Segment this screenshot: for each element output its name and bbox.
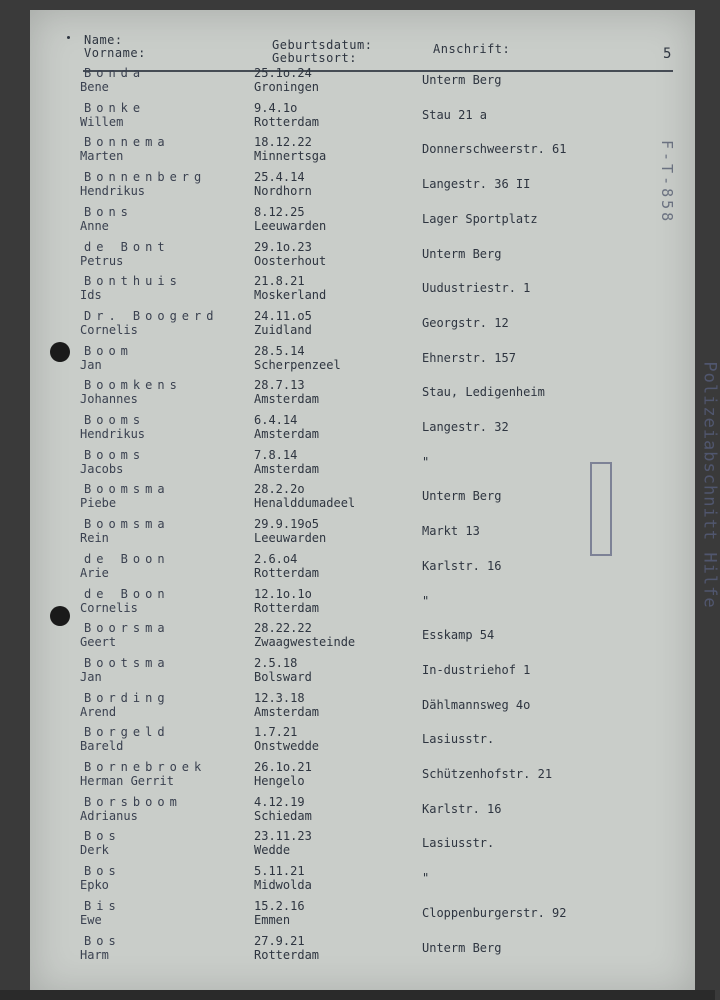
address-text: Langestr. 36 II bbox=[422, 177, 531, 192]
scanner-edge bbox=[0, 990, 715, 1000]
firstname-text: Hendrikus bbox=[80, 427, 146, 441]
surname-text: Bons bbox=[84, 204, 133, 219]
birthplace-text: Amsterdam bbox=[254, 392, 320, 407]
address-text: Unterm Berg bbox=[422, 73, 502, 87]
firstname-text: Rein bbox=[80, 531, 109, 546]
list-item bbox=[30, 241, 695, 277]
birthdate-text: 23.11.23 bbox=[254, 829, 312, 844]
header-geburtsort: Geburtsort: bbox=[272, 51, 357, 65]
surname-text: Bootsma bbox=[84, 655, 170, 670]
surname-text: de Boon bbox=[84, 551, 170, 566]
firstname-text: Arie bbox=[80, 565, 109, 580]
surname-text: Borgeld bbox=[84, 725, 170, 740]
bullet-dot bbox=[67, 36, 70, 39]
list-item bbox=[30, 345, 695, 381]
birthplace-text: Moskerland bbox=[254, 288, 327, 303]
birthdate-text: 5.11.21 bbox=[254, 864, 305, 879]
birthplace-text: Onstwedde bbox=[254, 739, 320, 754]
surname-text: Bornebroek bbox=[84, 760, 207, 774]
address-text: Langestr. 32 bbox=[422, 420, 509, 434]
list-item bbox=[30, 796, 695, 832]
list-item bbox=[30, 483, 695, 519]
birthplace-text: Rotterdam bbox=[254, 600, 320, 615]
list-item bbox=[30, 622, 695, 658]
birthplace-text: Rotterdam bbox=[254, 114, 320, 129]
surname-text: Booms bbox=[84, 413, 146, 427]
list-item bbox=[30, 275, 695, 311]
address-text: Unterm Berg bbox=[422, 246, 502, 261]
birthdate-text: 27.9.21 bbox=[254, 933, 305, 948]
firstname-text: Anne bbox=[80, 218, 109, 233]
list-item bbox=[30, 67, 695, 103]
birthplace-text: Leeuwarden bbox=[254, 531, 327, 546]
address-text: In-dustriehof 1 bbox=[422, 662, 531, 677]
list-item bbox=[30, 379, 695, 415]
surname-text: Booms bbox=[84, 447, 146, 462]
firstname-text: Derk bbox=[80, 843, 109, 858]
surname-text: Bonda bbox=[84, 66, 146, 80]
header-geburtsdatum: Geburtsdatum: bbox=[272, 38, 373, 52]
address-text: Karlstr. 16 bbox=[422, 801, 502, 816]
header-vorname: Vorname: bbox=[84, 46, 146, 60]
police-stamp: Polizeiabschnitt Hilfe bbox=[699, 361, 720, 609]
birthdate-text: 21.8.21 bbox=[254, 274, 305, 289]
firstname-text: Arend bbox=[80, 704, 117, 719]
birthdate-text: 28.5.14 bbox=[254, 343, 305, 358]
birthplace-text: Minnertsga bbox=[254, 149, 327, 164]
birthplace-text: Nordhorn bbox=[254, 184, 312, 199]
birthplace-text: Rotterdam bbox=[254, 565, 320, 580]
firstname-text: Herman Gerrit bbox=[80, 774, 174, 788]
list-item bbox=[30, 414, 695, 450]
birthdate-text: 7.8.14 bbox=[254, 447, 298, 462]
birthdate-text: 24.11.o5 bbox=[254, 308, 312, 323]
list-item bbox=[30, 865, 695, 901]
surname-text: Bonnema bbox=[84, 135, 170, 150]
birthdate-text: 28.2.2o bbox=[254, 482, 305, 497]
birthplace-text: Groningen bbox=[254, 80, 320, 94]
list-item bbox=[30, 935, 695, 971]
birthdate-text: 28.7.13 bbox=[254, 378, 305, 393]
birthdate-text: 26.1o.21 bbox=[254, 760, 312, 774]
birthdate-text: 25.1o.24 bbox=[254, 66, 312, 80]
firstname-text: Bene bbox=[80, 80, 109, 94]
birthdate-text: 4.12.19 bbox=[254, 794, 305, 809]
list-item bbox=[30, 449, 695, 485]
firstname-text: Epko bbox=[80, 878, 109, 893]
address-text: Lasiusstr. bbox=[422, 836, 495, 851]
birthdate-text: 8.12.25 bbox=[254, 204, 305, 219]
surname-text: Bording bbox=[84, 690, 170, 705]
birthplace-text: Schiedam bbox=[254, 808, 312, 823]
birthplace-text: Oosterhout bbox=[254, 253, 327, 268]
list-item bbox=[30, 136, 695, 172]
address-text: Donnerschweerstr. 61 bbox=[422, 142, 567, 157]
firstname-text: Jan bbox=[80, 669, 102, 684]
birthdate-text: 2.5.18 bbox=[254, 655, 298, 670]
address-text: Lager Sportplatz bbox=[422, 211, 538, 226]
list-item bbox=[30, 900, 695, 936]
firstname-text: Geert bbox=[80, 635, 117, 650]
address-text: Esskamp 54 bbox=[422, 628, 495, 643]
firstname-text: Petrus bbox=[80, 253, 124, 268]
surname-text: Bonke bbox=[84, 100, 146, 115]
firstname-text: Hendrikus bbox=[80, 184, 146, 199]
birthdate-text: 18.12.22 bbox=[254, 135, 312, 150]
address-text: Markt 13 bbox=[422, 524, 480, 539]
birthdate-text: 28.22.22 bbox=[254, 621, 312, 636]
address-text: Schützenhofstr. 21 bbox=[422, 767, 553, 781]
address-text: Unterm Berg bbox=[422, 489, 502, 504]
birthdate-text: 1.7.21 bbox=[254, 725, 298, 740]
birthplace-text: Bolsward bbox=[254, 669, 312, 684]
page-number: 5 bbox=[663, 46, 672, 62]
birthdate-text: 12.3.18 bbox=[254, 690, 305, 705]
address-text: Karlstr. 16 bbox=[422, 558, 502, 573]
list-item bbox=[30, 206, 695, 242]
firstname-text: Bareld bbox=[80, 739, 124, 754]
birthplace-text: Midwolda bbox=[254, 878, 312, 893]
address-text: Stau 21 a bbox=[422, 107, 488, 122]
birthdate-text: 29.9.19o5 bbox=[254, 517, 320, 532]
birthplace-text: Hengelo bbox=[254, 774, 305, 788]
firstname-text: Ewe bbox=[80, 912, 102, 927]
birthplace-text: Amsterdam bbox=[254, 461, 320, 476]
surname-text: Boomsma bbox=[84, 482, 170, 497]
address-text: Uudustriestr. 1 bbox=[422, 281, 531, 296]
address-text: Georgstr. 12 bbox=[422, 315, 509, 330]
firstname-text: Marten bbox=[80, 149, 124, 164]
surname-text: Boomkens bbox=[84, 378, 182, 393]
firstname-text: Jan bbox=[80, 357, 102, 372]
surname-text: Boom bbox=[84, 343, 133, 358]
birthplace-text: Wedde bbox=[254, 843, 291, 858]
surname-text: Boomsma bbox=[84, 517, 170, 532]
surname-text: de Boon bbox=[84, 586, 170, 601]
birthdate-text: 15.2.16 bbox=[254, 898, 305, 913]
birthplace-text: Zuidland bbox=[254, 322, 312, 337]
surname-text: Dr. Boogerd bbox=[84, 308, 219, 323]
list-item bbox=[30, 171, 695, 207]
address-text: " bbox=[422, 593, 430, 608]
birthplace-text: Emmen bbox=[254, 912, 291, 927]
list-item bbox=[30, 726, 695, 762]
birthplace-text: Leeuwarden bbox=[254, 218, 327, 233]
address-text: Ehnerstr. 157 bbox=[422, 350, 516, 365]
address-text: " bbox=[422, 454, 430, 469]
list-item bbox=[30, 553, 695, 589]
firstname-text: Harm bbox=[80, 947, 109, 962]
firstname-text: Cornelis bbox=[80, 322, 138, 337]
address-text: Dählmannsweg 4o bbox=[422, 697, 531, 712]
address-text: " bbox=[422, 871, 430, 886]
birthdate-text: 12.1o.1o bbox=[254, 586, 312, 601]
firstname-text: Adrianus bbox=[80, 808, 138, 823]
address-text: Lasiusstr. bbox=[422, 732, 495, 747]
firstname-text: Cornelis bbox=[80, 600, 138, 615]
list-item bbox=[30, 692, 695, 728]
address-text: Stau, Ledigenheim bbox=[422, 385, 545, 400]
birthplace-text: Zwaagwesteinde bbox=[254, 635, 356, 650]
birthplace-text: Amsterdam bbox=[254, 704, 320, 719]
header-anschrift: Anschrift: bbox=[433, 42, 511, 56]
list-item bbox=[30, 830, 695, 866]
birthplace-text: Amsterdam bbox=[254, 427, 320, 441]
surname-text: Borsboom bbox=[84, 794, 182, 809]
list-item bbox=[30, 657, 695, 693]
surname-text: Bos bbox=[84, 933, 121, 948]
firstname-text: Piebe bbox=[80, 496, 117, 511]
birthplace-text: Scherpenzeel bbox=[254, 357, 341, 372]
firstname-text: Willem bbox=[80, 114, 124, 129]
list-item bbox=[30, 761, 695, 797]
margin-annotation: F-T-858 bbox=[658, 140, 676, 225]
address-text: Unterm Berg bbox=[422, 940, 502, 955]
list-item bbox=[30, 102, 695, 138]
list-item bbox=[30, 588, 695, 624]
birthdate-text: 6.4.14 bbox=[254, 413, 298, 427]
surname-text: Bonthuis bbox=[84, 274, 182, 289]
surname-text: Bos bbox=[84, 864, 121, 879]
firstname-text: Ids bbox=[80, 288, 102, 303]
birthdate-text: 25.4.14 bbox=[254, 170, 305, 185]
header-name: Name: bbox=[84, 33, 123, 47]
surname-text: Boorsma bbox=[84, 621, 170, 636]
surname-text: de Bont bbox=[84, 239, 170, 254]
document-page bbox=[30, 10, 720, 995]
surname-text: Bos bbox=[84, 829, 121, 844]
birthdate-text: 2.6.o4 bbox=[254, 551, 298, 566]
list-item bbox=[30, 518, 695, 554]
birthdate-text: 9.4.1o bbox=[254, 100, 298, 115]
list-item bbox=[30, 310, 695, 346]
birthdate-text: 29.1o.23 bbox=[254, 239, 312, 254]
birthplace-text: Rotterdam bbox=[254, 947, 320, 962]
firstname-text: Johannes bbox=[80, 392, 138, 407]
address-text: Cloppenburgerstr. 92 bbox=[422, 905, 567, 920]
firstname-text: Jacobs bbox=[80, 461, 124, 476]
birthplace-text: Henalddumadeel bbox=[254, 496, 356, 511]
surname-text: Bonnenberg bbox=[84, 170, 207, 185]
surname-text: Bis bbox=[84, 898, 121, 913]
